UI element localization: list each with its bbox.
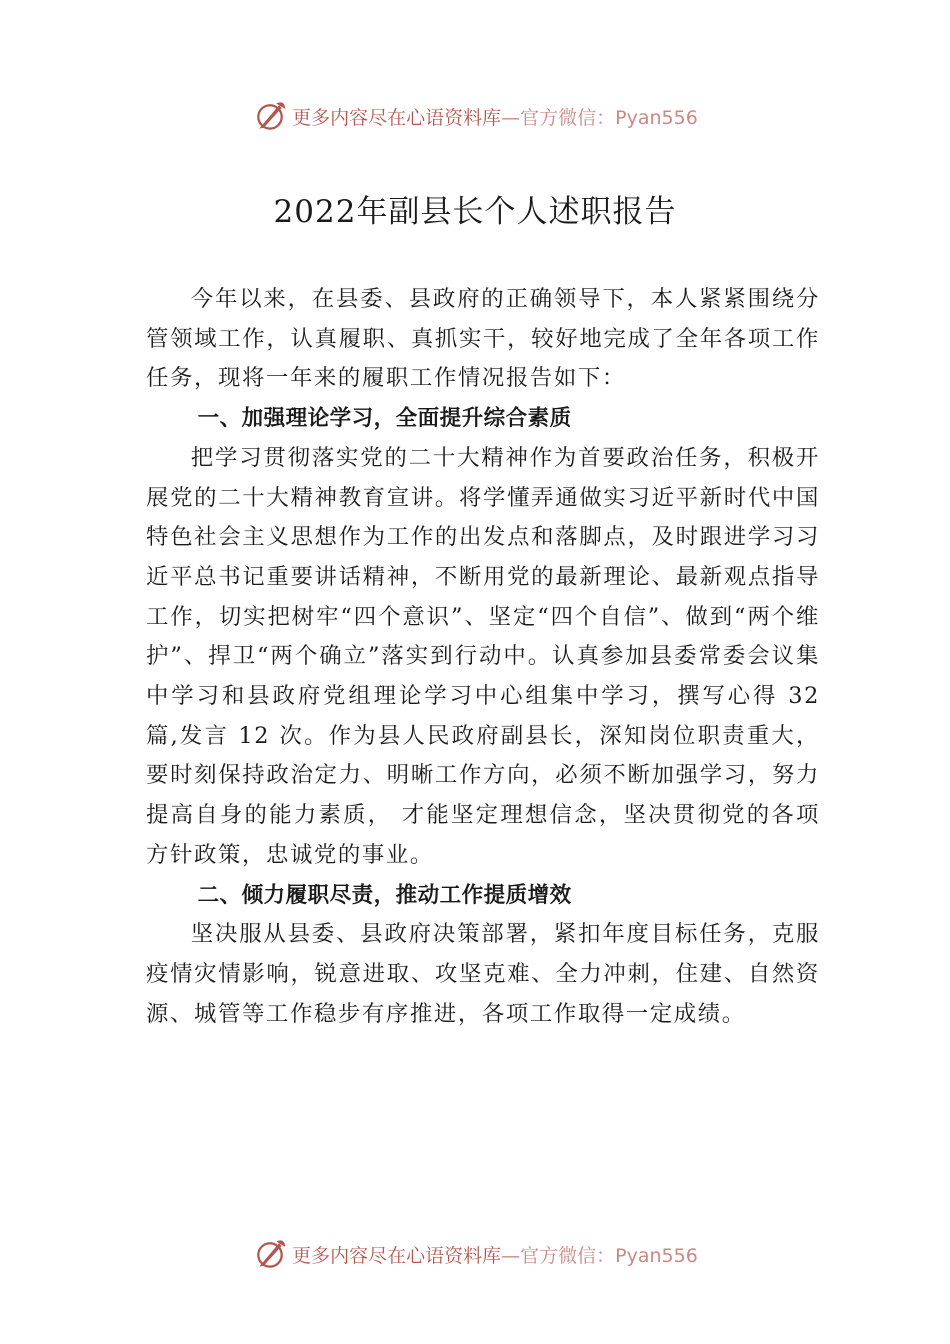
quill-pen-logo-icon (252, 1236, 288, 1272)
section-body-2: 坚决服从县委、县政府决策部署，紧扣年度目标任务，克服疫情灾情影响，锐意进取、攻坚克难、全力冲刺，住建、自然资源、城管等工作稳步有序推进，各项工作取得一定成绩。 (146, 921, 820, 1027)
banner-wechat-text: —官方微信：Pyan556 (501, 106, 698, 129)
document-title: 2022年副县长个人述职报告 (273, 194, 677, 230)
intro-paragraph: 今年以来，在县委、县政府的正确领导下，本人紧紧围绕分管领域工作，认真履职、真抓实干，较好地完成了全年各项工作任务，现将一年来的履职工作情况报告如下： (146, 286, 820, 392)
section-body-1: 把学习贯彻落实党的二十大精神作为首要政治任务，积极开展党的二十大精神教育宣讲。将学懂弄通做实习近平新时代中国特色社会主义思想作为工作的出发点和落脚点，及时跟进学习习近平总书记重要讲话精神，不断用党的最新理论、最新观点指导工作，切实把树牢“四个意识”、坚定“四个自信”、做到“两个维护”、捍卫“两个确立”落实到行动中。认真参加县委常委会议集中学习和县政府党组理论学习中心组集中学习，撰写心得 32 篇,发言 12 次。作为县人民政府副县长，深知岗位职责重大，要时刻保持政治定力、明晰工作方向，必须不断加强学习，努力提高自身的能力素质， 才能坚定理想信念，坚决贯彻党的各项方针政策，忠诚党的事业。 (146, 444, 820, 868)
footer-banner (0, 1234, 950, 1274)
section-heading-2: 二、倾力履职尽责，推动工作提质增效 (197, 882, 572, 908)
document-body (146, 280, 820, 1034)
quill-pen-logo-icon (252, 98, 288, 134)
section-heading-1: 一、加强理论学习，全面提升综合素质 (197, 406, 572, 432)
banner-main-text: 更多内容尽在心语资料库 (292, 1244, 502, 1267)
banner-wechat-text: —官方微信：Pyan556 (501, 1244, 698, 1267)
header-banner (0, 96, 950, 136)
banner-main-text: 更多内容尽在心语资料库 (292, 106, 502, 129)
